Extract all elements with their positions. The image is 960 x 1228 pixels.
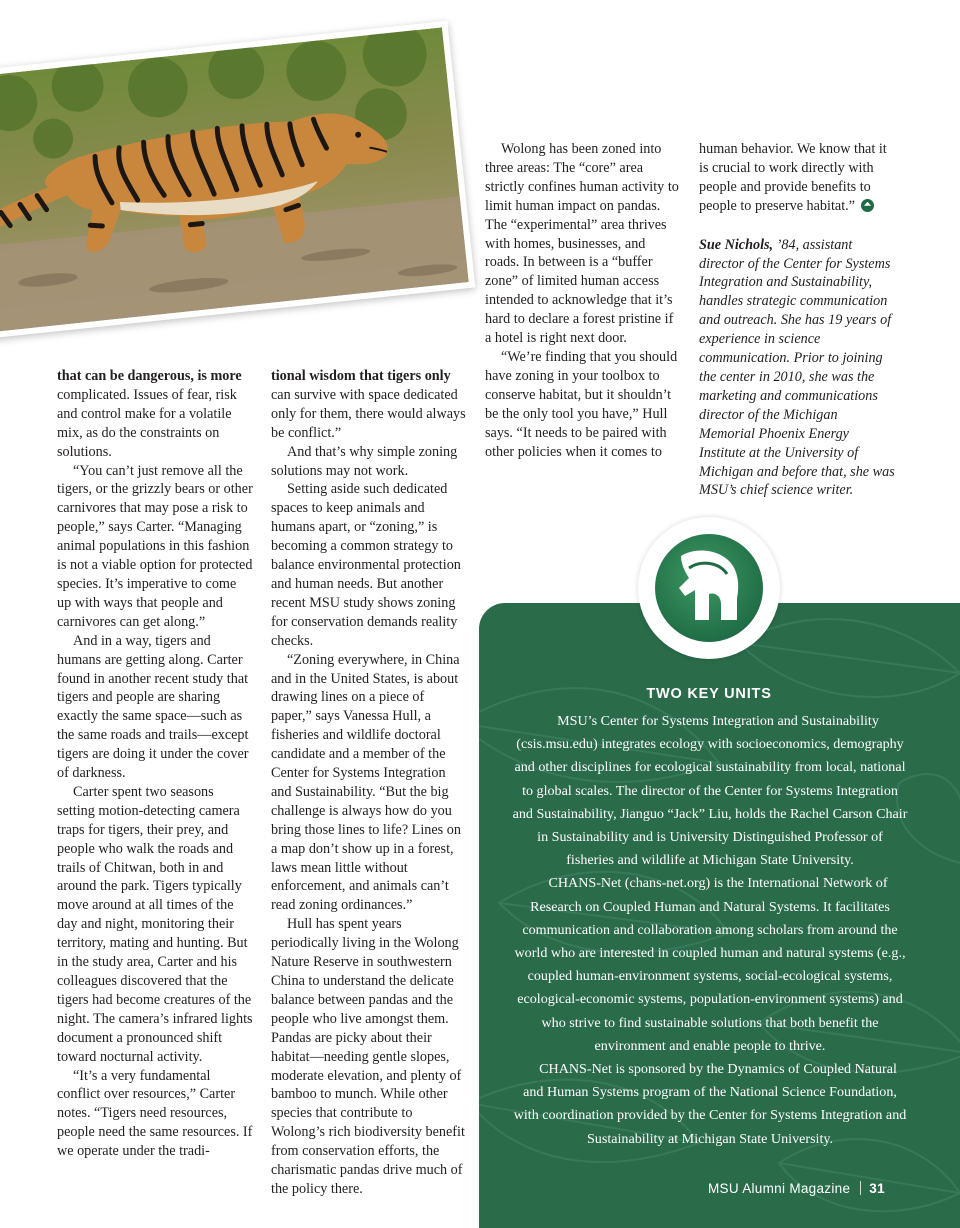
- spartan-helmet-badge: [655, 534, 763, 642]
- sidebar-title: TWO KEY UNITS: [646, 686, 772, 702]
- end-mark-icon: [861, 199, 874, 212]
- footer-divider: [860, 1181, 861, 1195]
- article-column-4: [699, 140, 895, 500]
- sidebar-paragraph: MSU’s Center for Systems Integration and Sustainability (csis.msu.edu) integrates ecology with socioeconomics, demography and other disciplines for ecological sustainability from local, national to global scales. The director of the Center for Systems Integration and Sustainability, Jianguo “Jack” Liu, holds the Rachel Carson Chair in Sustainability and is University Distinguished Professor of fisheries and wildlife at Michigan State University.: [512, 713, 908, 869]
- paragraph: Hull has spent years periodically living in the Wolong Nature Reserve in southwestern China to understand the delicate balance between pandas and the people who live amongst them. Pandas are picky about their habitat—needing gentle slopes, moderate elevation, and plenty of bamboo to munch. While other species that contribute to Wolong’s rich biodiversity benefit from conservation efforts, the charismatic pandas drive much of the policy there.: [271, 916, 465, 1197]
- page-footer: [708, 1181, 885, 1196]
- article-column-2: [271, 367, 467, 1199]
- paragraph: And that’s why simple zoning solutions may not work.: [271, 443, 458, 479]
- paragraph: “It’s a very fundamental conflict over resources,” Carter notes. “Tigers need resources, people need the same resources. If we operate under the tradi-: [57, 1067, 253, 1160]
- sidebar-paragraph: CHANS-Net (chans-net.org) is the International Network of Research on Coupled Human and Natural Systems. It facilitates communication and collaboration among scholars from around the world who are interested in coupled human and natural systems (e.g., coupled human-environment systems, social-ecological systems, ecological-economic systems, population-environment systems) and who strive to find sustainable solutions that both benefit the environment and enable people to thrive.: [514, 875, 906, 1054]
- paragraph: And in a way, tigers and humans are getting along. Carter found in another recent study that tigers and people are sharing exactly the same space—such as the same roads and trails—except tigers are doing it under the cover of darkness.: [57, 632, 249, 782]
- paragraph: Setting aside such dedicated spaces to keep animals and humans apart, or “zoning,” is becoming a common strategy to balance environmental protection and human needs. But another recent MSU study shows zoning for conservation demands reality checks.: [271, 481, 461, 649]
- lead-in: that can be dangerous, is more: [57, 368, 242, 384]
- lead-in: tional wisdom that tigers only: [271, 368, 451, 384]
- paragraph: Carter spent two seasons setting motion-detecting camera traps for tigers, their prey, and people who walk the roads and trails of Chitwan, both in and around the park. Tigers typically move around at all times of the day and night, monitoring their territory, mating and hunting. But in the study area, Carter and his colleagues discovered that the tigers had become creatures of the night. The camera’s infrared lights document a pronounced shift toward nocturnal activity.: [57, 783, 253, 1065]
- paragraph: [57, 367, 253, 462]
- spartan-helmet-icon: [671, 548, 747, 628]
- paragraph-text: human behavior. We know that it is crucial to work directly with people and provide benefits to people to preserve habitat.”: [699, 141, 887, 214]
- article-column-3: [485, 140, 681, 461]
- author-bio: [699, 236, 895, 501]
- paragraph: “We’re finding that you should have zoning in your toolbox to conserve habitat, but it shouldn’t be the only tool you have,” Hull says. “It needs to be paired with other policies when it comes to: [485, 348, 678, 460]
- tiger-image: [0, 27, 469, 332]
- author-name: Sue Nichols,: [699, 236, 774, 253]
- sidebar-paragraph: CHANS-Net is sponsored by the Dynamics of Coupled Natural and Human Systems program of the National Science Foundation, with coordination provided by the Center for Systems Integration and Sustainability at Michigan State University.: [513, 1061, 907, 1147]
- magazine-name: MSU Alumni Magazine: [708, 1181, 851, 1196]
- paragraph-text: can survive with space dedicated only for them, there would always be conflict.”: [271, 386, 466, 441]
- author-bio-text: ’84, assistant director of the Center for Systems Integration and Sustainability, handles strategic communication and outreach. She has 19 years of experience in science communication. Prior to joining the center in 2010, she was the marketing and communications director of the Michigan Memorial Phoenix Energy Institute at the University of Michigan and before that, she was MSU’s chief science writer.: [699, 236, 895, 499]
- paragraph: Wolong has been zoned into three areas: The “core” area strictly confines human activity to limit human impact on pandas. The “experimental” area thrives with homes, businesses, and roads. In between is a “buffer zone” of limited human access intended to acknowledge that it’s hard to declare a forest pristine if a hotel is right next door.: [485, 141, 679, 347]
- paragraph: “You can’t just remove all the tigers, or the grizzly bears or other carnivores that may pose a risk to people,” says Carter. “Managing animal populations in this fashion is not a viable option for protected species. It’s imperative to come up with ways that people and carnivores can get along.”: [57, 462, 253, 630]
- paragraph: “Zoning everywhere, in China and in the United States, is about drawing lines on a piece of paper,” says Vanessa Hull, a fisheries and wildlife doctoral candidate and a member of the Center for Systems Integration and Sustainability. “But the big challenge is always how do you bring those lines to life? Lines on a map don’t show up in a forest, laws mean little without enforcement, and animals can’t read zoning ordinances.”: [271, 651, 461, 914]
- page-number: 31: [869, 1181, 885, 1196]
- sidebar-body: [512, 710, 908, 1151]
- paragraph: [699, 140, 895, 216]
- article-column-1: [57, 367, 253, 1161]
- paragraph: [271, 367, 467, 443]
- tiger-photo: [0, 21, 475, 339]
- paragraph-text: complicated. Issues of fear, risk and control make for a volatile mix, as do the constraints on solutions.: [57, 386, 237, 460]
